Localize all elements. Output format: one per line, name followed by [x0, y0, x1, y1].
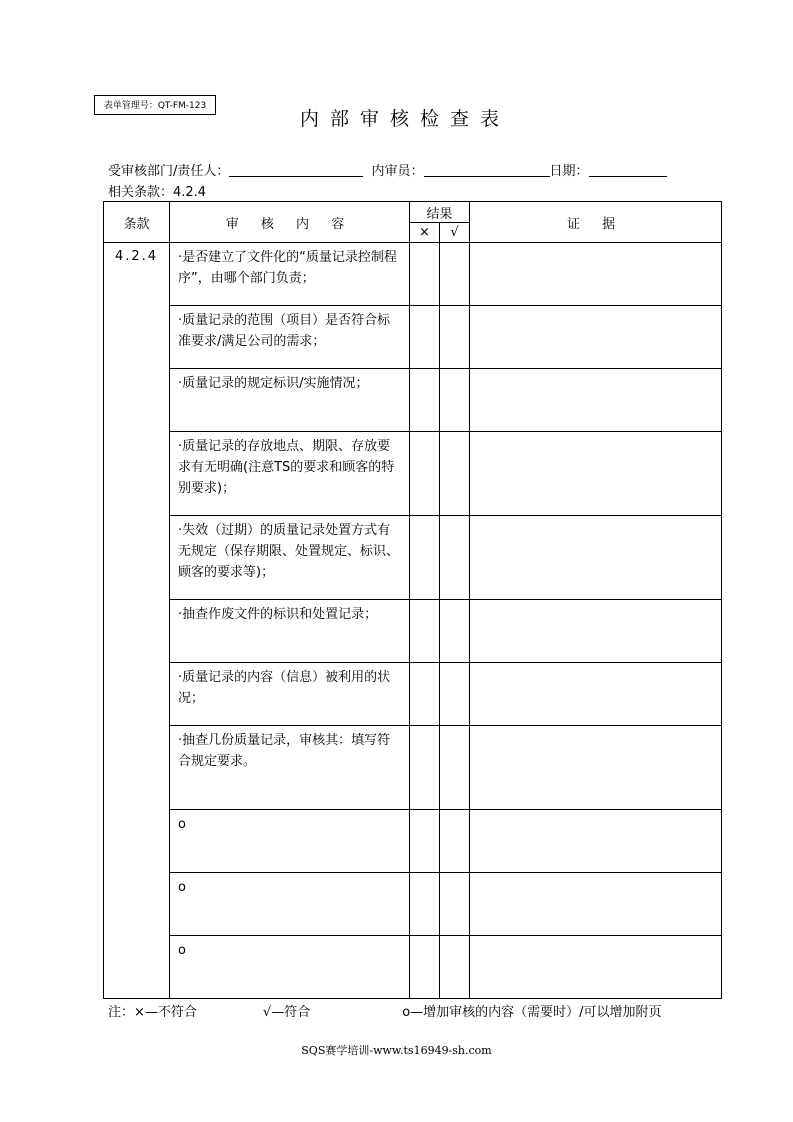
clause-ref: 相关条款：4.2.4	[108, 185, 207, 200]
result-x-cell[interactable]	[410, 936, 440, 999]
audit-item: ·失效（过期）的质量记录处置方式有无规定（保存期限、处置规定、标识、顾客的要求等)；	[170, 516, 410, 600]
note-conform: √—符合	[262, 1005, 311, 1020]
auditor-label: 内审员：	[371, 164, 424, 179]
audit-item: ·抽查几份质量记录，审核其：填写符合规定要求。	[170, 726, 410, 810]
col-check-header: √	[440, 223, 470, 243]
col-evidence-header: 证 据	[470, 202, 722, 243]
result-check-cell[interactable]	[440, 726, 470, 810]
result-x-cell[interactable]	[410, 369, 440, 432]
table-row	[104, 306, 722, 369]
table-row	[104, 369, 722, 432]
result-check-cell[interactable]	[440, 516, 470, 600]
result-x-cell[interactable]	[410, 516, 440, 600]
audit-item: ·质量记录的存放地点、期限、存放要求有无明确(注意TS的要求和顾客的特别要求)；	[170, 432, 410, 516]
result-x-cell[interactable]	[410, 810, 440, 873]
note-nonconform: 注：×—不符合	[108, 1005, 197, 1020]
page-title: 内部审核检查表	[299, 108, 510, 130]
note-added: o—增加审核的内容（需要时）/可以增加附页	[402, 1005, 662, 1020]
col-result-header: 结果	[410, 202, 470, 223]
audit-item: ·质量记录的范围（项目）是否符合标准要求/满足公司的需求；	[170, 306, 410, 369]
audit-checklist-table	[103, 201, 722, 999]
audit-item: ·质量记录的规定标识/实施情况；	[170, 369, 410, 432]
form-code: 表单管理号：QT-FM-123	[94, 95, 216, 115]
dept-field[interactable]	[229, 162, 363, 177]
result-x-cell[interactable]	[410, 306, 440, 369]
evidence-cell[interactable]	[470, 726, 722, 810]
evidence-cell[interactable]	[470, 936, 722, 999]
table-row	[104, 663, 722, 726]
footer-watermark: SQS赛学培训-www.ts16949-sh.com	[301, 1044, 492, 1057]
date-field[interactable]	[589, 162, 667, 177]
col-x-header: ×	[410, 223, 440, 243]
result-check-cell[interactable]	[440, 936, 470, 999]
table-row	[104, 726, 722, 810]
table-row	[104, 873, 722, 936]
evidence-cell[interactable]	[470, 516, 722, 600]
result-check-cell[interactable]	[440, 369, 470, 432]
header-line	[108, 160, 667, 179]
date-label: 日期：	[549, 164, 589, 179]
result-x-cell[interactable]	[410, 663, 440, 726]
result-check-cell[interactable]	[440, 306, 470, 369]
evidence-cell[interactable]	[470, 432, 722, 516]
audit-item: ·是否建立了文件化的“质量记录控制程序”，由哪个部门负责；	[170, 243, 410, 306]
evidence-cell[interactable]	[470, 873, 722, 936]
table-row	[104, 516, 722, 600]
evidence-cell[interactable]	[470, 369, 722, 432]
audit-item: ·抽查作废文件的标识和处置记录；	[170, 600, 410, 663]
added-audit-item[interactable]: o	[170, 873, 410, 936]
result-x-cell[interactable]	[410, 873, 440, 936]
result-x-cell[interactable]	[410, 243, 440, 306]
evidence-cell[interactable]	[470, 600, 722, 663]
result-check-cell[interactable]	[440, 810, 470, 873]
col-content-header: 审 核 内 容	[170, 202, 410, 243]
result-check-cell[interactable]	[440, 600, 470, 663]
table-row	[104, 936, 722, 999]
table-row	[104, 810, 722, 873]
result-check-cell[interactable]	[440, 663, 470, 726]
audit-item: ·质量记录的内容（信息）被利用的状况；	[170, 663, 410, 726]
evidence-cell[interactable]	[470, 243, 722, 306]
result-x-cell[interactable]	[410, 600, 440, 663]
result-check-cell[interactable]	[440, 432, 470, 516]
legend-notes	[108, 1001, 662, 1020]
auditor-field[interactable]	[424, 162, 550, 177]
evidence-cell[interactable]	[470, 306, 722, 369]
evidence-cell[interactable]	[470, 810, 722, 873]
table-row	[104, 600, 722, 663]
dept-label: 受审核部门/责任人：	[108, 164, 230, 179]
added-audit-item[interactable]: o	[170, 810, 410, 873]
result-x-cell[interactable]	[410, 726, 440, 810]
table-row	[104, 243, 722, 306]
col-clause-header: 条款	[104, 202, 170, 243]
result-check-cell[interactable]	[440, 243, 470, 306]
result-x-cell[interactable]	[410, 432, 440, 516]
clause-cell: 4.2.4	[104, 243, 170, 999]
result-check-cell[interactable]	[440, 873, 470, 936]
added-audit-item[interactable]: o	[170, 936, 410, 999]
table-row	[104, 432, 722, 516]
evidence-cell[interactable]	[470, 663, 722, 726]
